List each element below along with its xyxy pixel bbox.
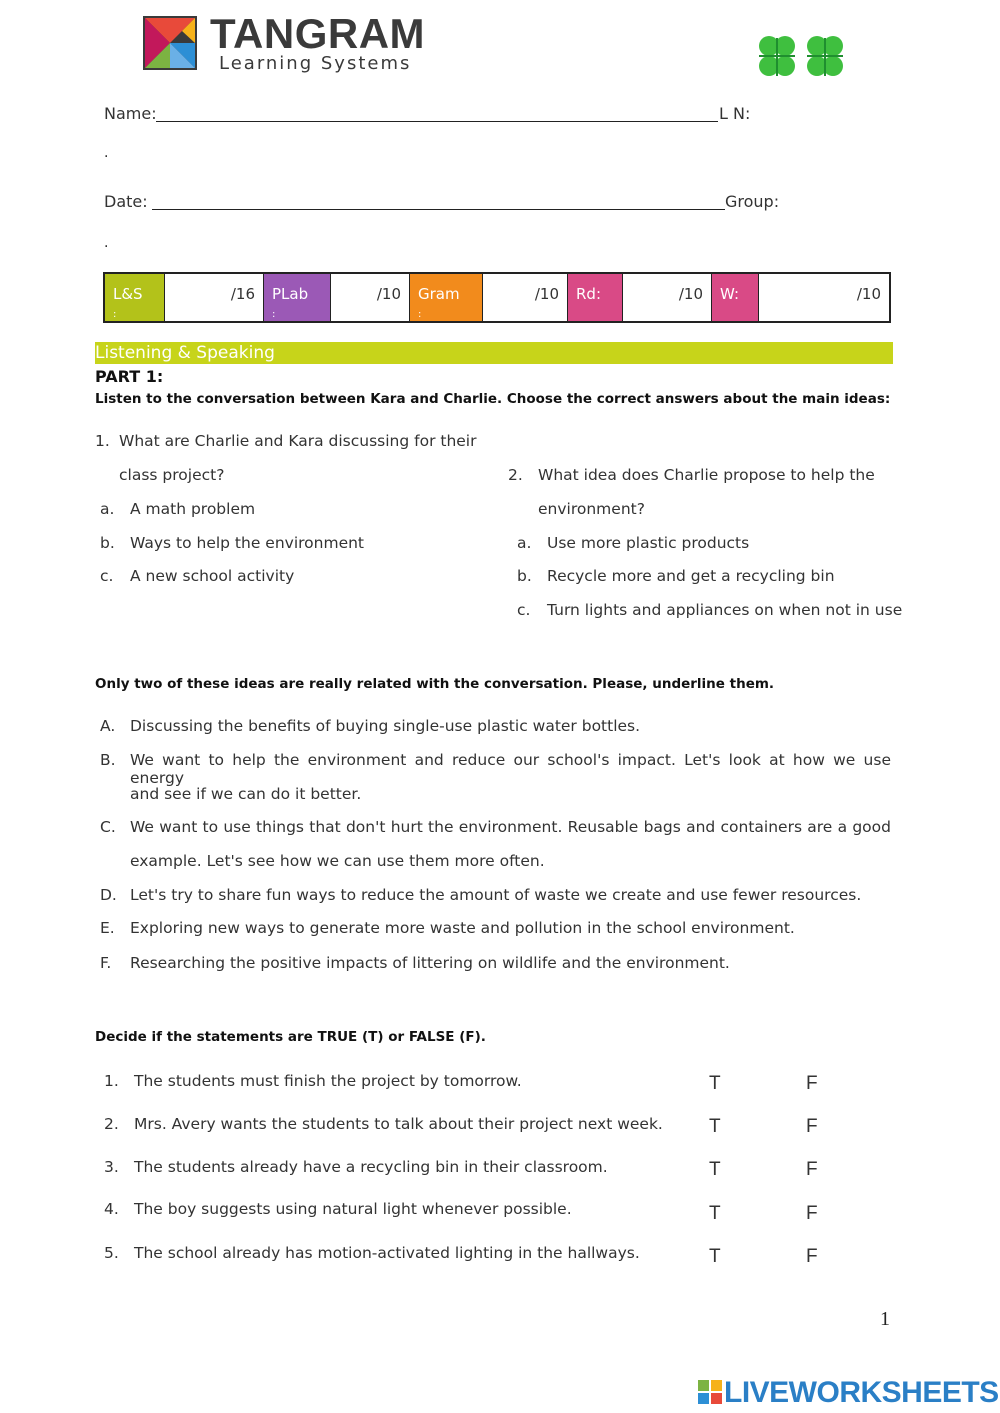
score-label-rd: Rd:: [568, 273, 623, 322]
tf-instruction: Decide if the statements are TRUE (T) or FALSE (F).: [95, 1029, 486, 1045]
tf-statement-2: Mrs. Avery wants the students to talk about their project next week.: [134, 1115, 663, 1133]
idea-a[interactable]: Discussing the benefits of buying single-use plastic water bottles.: [130, 717, 641, 735]
q1-text-cont: class project?: [119, 466, 225, 484]
score-value-plab[interactable]: /10: [331, 273, 410, 322]
date-dot: .: [104, 235, 109, 251]
score-value-w[interactable]: /10: [759, 273, 891, 322]
idea-letter: D.: [100, 886, 117, 904]
tf-true-1[interactable]: T: [709, 1073, 721, 1094]
group-label: Group:: [725, 192, 780, 211]
score-value-ls[interactable]: /16: [165, 273, 264, 322]
idea-letter: F.: [100, 954, 112, 972]
logo-title: TANGRAM: [210, 10, 426, 57]
tf-statement-5: The school already has motion-activated lighting in the hallways.: [134, 1244, 640, 1262]
q2-text: What idea does Charlie propose to help the: [538, 466, 875, 484]
part1-instruction: Listen to the conversation between Kara and Charlie. Choose the correct answers about the main ideas:: [95, 391, 891, 407]
tf-number: 2.: [104, 1115, 119, 1133]
tf-false-5[interactable]: F: [806, 1246, 818, 1267]
tf-number: 3.: [104, 1158, 119, 1176]
idea-b-cont[interactable]: and see if we can do it better.: [130, 785, 362, 803]
score-label-gram: Gram :: [410, 273, 483, 322]
tf-true-4[interactable]: T: [709, 1203, 721, 1224]
tf-statement-4: The boy suggests using natural light whenever possible.: [134, 1200, 572, 1218]
q2-option-letter: a.: [517, 534, 532, 552]
q1-option-b[interactable]: Ways to help the environment: [130, 534, 365, 552]
tf-number: 5.: [104, 1244, 119, 1262]
tf-statement-3: The students already have a recycling bin in their classroom.: [134, 1158, 608, 1176]
q2-text-cont: environment?: [538, 500, 645, 518]
liveworksheets-logo-icon: [698, 1380, 722, 1404]
idea-d[interactable]: Let's try to share fun ways to reduce the amount of waste we create and use fewer resources.: [130, 886, 862, 904]
tf-number: 4.: [104, 1200, 119, 1218]
idea-letter: B.: [100, 751, 116, 769]
tf-false-2[interactable]: F: [806, 1116, 818, 1137]
tf-true-2[interactable]: T: [709, 1116, 721, 1137]
score-table: [103, 272, 891, 323]
idea-letter: E.: [100, 919, 115, 937]
q1-number: 1.: [95, 432, 110, 450]
q2-option-letter: c.: [517, 601, 531, 619]
date-label: Date:: [104, 192, 148, 211]
tf-true-3[interactable]: T: [709, 1159, 721, 1180]
idea-letter: A.: [100, 717, 116, 735]
tf-false-3[interactable]: F: [806, 1159, 818, 1180]
logo-subtitle: Learning Systems: [219, 53, 412, 74]
clover-icon: [755, 34, 850, 80]
q1-option-letter: c.: [100, 567, 114, 585]
q1-text: What are Charlie and Kara discussing for their: [119, 432, 477, 450]
section-title: Listening & Speaking: [95, 342, 893, 364]
q2-option-a[interactable]: Use more plastic products: [547, 534, 750, 552]
q1-option-a[interactable]: A math problem: [130, 500, 256, 518]
q2-option-letter: b.: [517, 567, 532, 585]
q1-option-letter: a.: [100, 500, 115, 518]
tf-statement-1: The students must finish the project by tomorrow.: [134, 1072, 522, 1090]
idea-b[interactable]: We want to help the environment and reduce our school's impact. Let's look at how we use energy: [130, 751, 891, 787]
liveworksheets-brand[interactable]: LIVEWORKSHEETS: [724, 1376, 999, 1409]
q1-option-c[interactable]: A new school activity: [130, 567, 295, 585]
idea-c[interactable]: We want to use things that don't hurt the environment. Reusable bags and containers are a good: [130, 818, 891, 836]
idea-letter: C.: [100, 818, 116, 836]
date-field[interactable]: [152, 209, 725, 210]
name-label: Name:: [104, 104, 157, 123]
q1-option-letter: b.: [100, 534, 115, 552]
score-value-gram[interactable]: /10: [483, 273, 568, 322]
ln-label: L N:: [719, 104, 751, 123]
name-dot: .: [104, 145, 109, 161]
score-label-w: W:: [712, 273, 759, 322]
idea-e[interactable]: Exploring new ways to generate more waste and pollution in the school environment.: [130, 919, 795, 937]
q2-number: 2.: [508, 466, 523, 484]
q2-option-b[interactable]: Recycle more and get a recycling bin: [547, 567, 835, 585]
score-label-ls: L&S :: [104, 273, 165, 322]
part-heading: PART 1:: [95, 367, 164, 386]
tf-true-5[interactable]: T: [709, 1246, 721, 1267]
underline-instruction: Only two of these ideas are really related with the conversation. Please, underline them.: [95, 676, 775, 692]
score-value-rd[interactable]: /10: [623, 273, 712, 322]
q2-option-c[interactable]: Turn lights and appliances on when not in use: [547, 601, 903, 619]
page-number: 1: [880, 1308, 890, 1330]
tf-false-1[interactable]: F: [806, 1073, 818, 1094]
tf-number: 1.: [104, 1072, 119, 1090]
score-label-plab: PLab :: [264, 273, 331, 322]
idea-c-cont[interactable]: example. Let's see how we can use them more often.: [130, 852, 545, 870]
idea-f[interactable]: Researching the positive impacts of littering on wildlife and the environment.: [130, 954, 730, 972]
name-field[interactable]: [156, 121, 718, 122]
tangram-logo-icon: [143, 16, 197, 70]
tf-false-4[interactable]: F: [806, 1203, 818, 1224]
